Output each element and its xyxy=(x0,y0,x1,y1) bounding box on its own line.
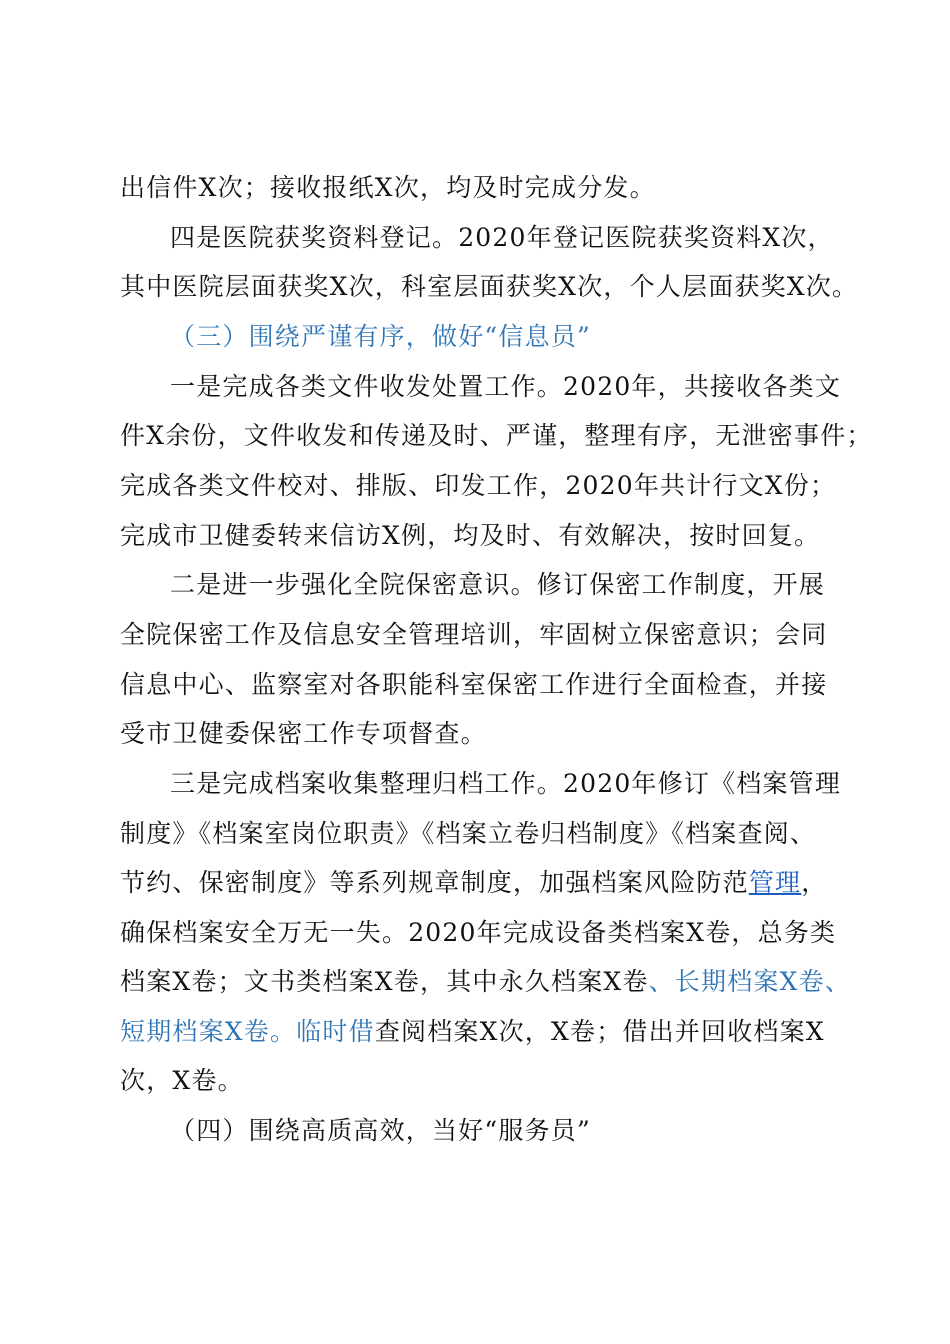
section-heading-4: （四）围绕高质高效，当好“服务员” xyxy=(170,1116,591,1145)
highlighted-text: 短期档案X卷。临时借 xyxy=(120,1017,375,1046)
paragraph-line: 制度》《档案室岗位职责》《档案立卷归档制度》《档案查阅、 xyxy=(120,819,817,848)
paragraph-line: 全院保密工作及信息安全管理培训，牢固树立保密意识；会同 xyxy=(120,620,828,649)
paragraph-line: 二是进一步强化全院保密意识。修订保密工作制度，开展 xyxy=(170,570,826,599)
highlighted-text: 、长期档案X卷、 xyxy=(648,967,852,996)
management-link[interactable]: 管理 xyxy=(748,868,802,897)
paragraph-line: 完成各类文件校对、排版、印发工作，2020年共计行文X份； xyxy=(120,471,837,500)
paragraph-line: 三是完成档案收集整理归档工作。2020年修订《档案管理 xyxy=(170,769,842,798)
paragraph-line xyxy=(120,962,850,1002)
paragraph-line: 完成市卫健委转来信访X例，均及时、有效解决，按时回复。 xyxy=(120,521,821,550)
paragraph-line: 四是医院获奖资料登记。2020年登记医院获奖资料X次， xyxy=(170,223,834,252)
paragraph-line: 信息中心、监察室对各职能科室保密工作进行全面检查，并接 xyxy=(120,670,828,699)
paragraph-line: 其中医院层面获奖X次，科室层面获奖X次，个人层面获奖X次。 xyxy=(120,272,859,301)
line-text: 档案X卷；文书类档案X卷，其中永久档案X卷 xyxy=(120,967,649,996)
line-text: 节约、保密制度》等系列规章制度，加强档案风险防范 xyxy=(120,868,749,897)
line-text: ， xyxy=(801,868,828,897)
paragraph-line xyxy=(120,863,850,903)
paragraph-line: 一是完成各类文件收发处置工作。2020年，共接收各类文 xyxy=(170,372,842,401)
paragraph-line xyxy=(120,1012,850,1052)
paragraph-line: 次，X卷。 xyxy=(120,1066,244,1095)
paragraph-line: 件X余份，文件收发和传递及时、严谨，整理有序，无泄密事件； xyxy=(120,421,873,450)
line-text: 查阅档案X次，X卷；借出并回收档案X xyxy=(374,1017,825,1046)
paragraph-line: 出信件X次；接收报纸X次，均及时完成分发。 xyxy=(120,173,656,202)
section-heading-3: （三）围绕严谨有序，做好“信息员” xyxy=(170,322,591,351)
paragraph-line: 受市卫健委保密工作专项督查。 xyxy=(120,719,487,748)
paragraph-line: 确保档案安全万无一失。2020年完成设备类档案X卷，总务类 xyxy=(120,918,837,947)
